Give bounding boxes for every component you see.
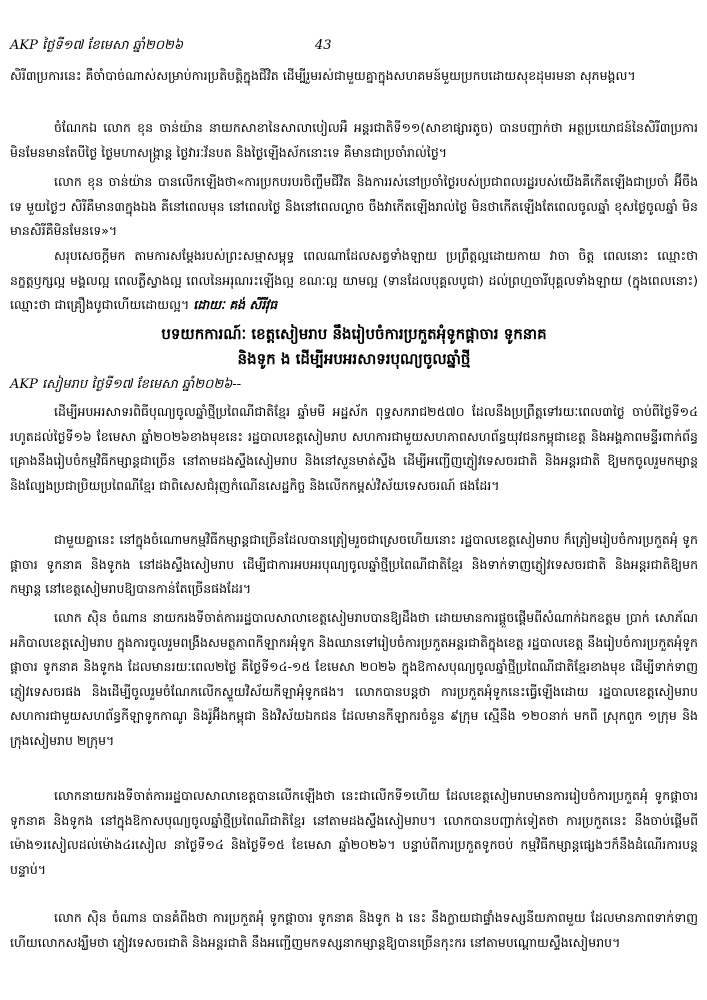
article2-paragraph-1 bbox=[10, 400, 698, 498]
page-header bbox=[10, 36, 700, 56]
article2-paragraph-3 bbox=[10, 606, 698, 753]
article2-text-3: លោក ស៊ិន ចំណាន នាយករងទីចាត់ការរដ្ឋបាលសាលាខេត្តសៀមរាបបានឱ្យដឹងថា ដោយមានការផ្ដួចផ្ដើមពីសំណាក់ឯកឧត្តម ប្រាក់ សោភ័ណ អភិបាលខេត្តសៀមរាប ក្នុងការចូលរួមពង្រឹងសមត្ថភាពកីឡាករអុំទូក និងឈានទៅរៀបចំការប្រកួតអន្តរជាតិក្នុងខេត្ត រដ្ឋបាលខេត្ត នឹងរៀបចំការប្រកួតអុំទូកផ្ដាចារ ទូកនាគ និងទូកង ដែលមានរយៈពេល២ថ្ងៃ គឺថ្ងៃទី១៤-១៥ ខែមេសា ២០២៦ ក្នុងឱកាសបុណ្យចូលឆ្នាំថ្មីប្រពៃណីជាតិខ្មែរខាងមុខ ដើម្បីទាក់ទាញភ្ញៀវទេសចរផង និងដើម្បីចូលរួមចំណែកលើកស្ទួយវិស័យកីឡាអុំទូកផង។ លោកបានបន្តថា ការប្រកួតអុំទូកនេះធ្វើឡើងដោយ រដ្ឋបាលខេត្តសៀមរាបសហការជាមួយសហព័ន្ធកីឡាទូកកាណូ និងរ៉ូអ៊ីងកម្ពុជា និងវិស័យឯកជន ដែលមានកីឡាករចំនួន ៩ក្រុម ស្មើនឹង ១២០នាក់ មកពី ស្រុកពួក ១ក្រុម និងក្រុងសៀមរាប ២ក្រុម។ bbox=[10, 610, 698, 748]
article1-text-3: លោក ខុន ចាន់យ៉ាន បានលើកឡើងថា«ការប្រកបរបរចិញ្ចឹមជីវិត និងការរស់នៅប្រចាំថ្ងៃរបស់ប្រជាពលរដ្ឋរបស់យើងគឺកើតឡើងជាប្រចាំ អ៊ីចឹងទេ មួយថ្ងៃៗ សិរីគឺមាន៣ក្នុងឯង គឺនៅពេលមុន នៅពេលថ្ងៃ និងនៅពេលល្ងាច ចឹងវាកើតឡើងរាល់ថ្ងៃ មិនថាកើតឡើងតែពេលចូលឆ្នាំ ខុសថ្ងៃចូលឆ្នាំ មិនមានសិរីគឺមិនមែនទេ»។ bbox=[10, 174, 698, 238]
article1-text-1: សិរី៣ប្រការនេះ គឺចាំបាច់ណាស់សម្រាប់ការប្រតិបត្តិក្នុងជីវិត ដើម្បីរួមរស់ជាមួយគ្នាក្នុងសហគមន៍មួយប្រកបដោយសុខដុមរមនា សុភមង្គល។ bbox=[10, 68, 636, 83]
article2-paragraph-4 bbox=[10, 784, 698, 882]
article1-text-2: ចំណែកឯ លោក ខុន ចាន់យ៉ាន នាយកសាខានៃសាលាបៀលអឺ អន្តរជាតិទី១១(សាខាផ្សារតូច) បានបញ្ជាក់ថា អត្ថប្រយោជន៍នៃសិរី៣ប្រការមិនមែនមានតែបីថ្ងៃ ថ្ងៃមហាសង្រ្កាន្ត ថ្ងៃវារៈវ័នបត និងថ្ងៃឡើងស័កនោះទេ គឺមានជាប្រចាំរាល់ថ្ងៃ។ bbox=[10, 120, 698, 160]
article1-paragraph-4 bbox=[10, 244, 698, 318]
article2-dateline: AKP សៀមរាប ថ្ងៃទី១៧ ខែមេសា ឆ្នាំ២០២៦-- bbox=[10, 377, 242, 392]
article2-title bbox=[10, 322, 698, 372]
article1-byline: ដោយៈ គង់ សីរីវុធ bbox=[193, 297, 278, 312]
article2-paragraph-5 bbox=[10, 906, 698, 955]
article1-text-4: សរុបសេចក្តីមក តាមការសម្តែងរបស់ព្រះសម្មាសម្ពុទ្ធ ពេលណាដែលសត្វទាំងឡាយ ប្រព្រឹត្តល្អដោយកាយ វាចា ចិត្ត ពេលនោះ ឈ្មោះថា នក្ខត្តឫក្សល្អ មង្គលល្អ ពេលភ្លឺស្វាងល្អ ពេលនៃអរុណរះឡើងល្អ ខណៈល្អ យាមល្អ (ទានដែលបុគ្គលបូជា) ដល់ព្រហ្មចារីបុគ្គលទាំងឡាយ (ក្នុងពេលនោះ) ឈ្មោះថា ជាគ្រឿងបូជាហើយដោយល្អ។ bbox=[10, 248, 698, 312]
article1-paragraph-1 bbox=[10, 64, 698, 89]
article2-title-line-2: និងទូក ង ដើម្បីអបអរសាទរបុណ្យចូលឆ្នាំថ្មី bbox=[237, 350, 471, 368]
article1-paragraph-2 bbox=[10, 116, 698, 165]
source-date: AKP ថ្ងៃទី១៧ ខែមេសា ឆ្នាំ២០២៦ bbox=[10, 38, 184, 53]
page-number: 43 bbox=[315, 38, 332, 53]
article2-text-1: ដើម្បីអបអរសាទរពិធីបុណ្យចូលឆ្នាំថ្មីប្រពៃណីជាតិខ្មែរ ឆ្នាំមមី អដ្ឋស័ក ពុទ្ធសករាជ២៥៧០ ដែលនឹងប្រព្រឹត្តទៅរយៈពេល៣ថ្ងៃ ចាប់ពីថ្ងៃទី១៤ រហូតដល់ថ្ងៃទី១៦ ខែមេសា ឆ្នាំ២០២៦ខាងមុខនេះ រដ្ឋបាលខេត្តសៀមរាប សហការជាមួយសហភាពសហព័ន្ធយុវជនកម្ពុជាខេត្ត និងអង្គភាពមន្ទីរពាក់ព័ន្ធ គ្រោងនឹងរៀបចំកម្មវិធីកម្សាន្តជាច្រើន នៅតាមដងស្ទឹងសៀមរាប និងនៅសួនមាត់ស្ទឹង ដើម្បីអញ្ជើញភ្ញៀវទេសចរជាតិ និងអន្តរជាតិ ឱ្យមកចូលរួមកម្សាន្ត និងល្បែងប្រជាប្រិយប្រពៃណីខ្មែរ ជាពិសេសជំរុញកំណើនសេដ្ឋកិច្ច និងលើកកម្ពស់វិស័យទេសចរណ៍ ផងដែរ។ bbox=[10, 404, 698, 493]
article1-paragraph-3 bbox=[10, 170, 698, 244]
article2-text-4: លោកនាយករងទីចាត់ការរដ្ឋបាលសាលាខេត្តបានលើកឡើងថា នេះជាលើកទី១ហើយ ដែលខេត្តសៀមរាបមានការរៀបចំការប្រកួតអុំ ទូកផ្ដាចារ ទូកនាគ និងទូកង នៅក្នុងឱកាសបុណ្យចូលឆ្នាំថ្មីប្រពៃណីជាតិខ្មែរ នៅតាមដងស្ទឹងសៀមរាប។ លោកបានបញ្ជាក់ទៀតថា ការប្រកួតនេះ នឹងចាប់ផ្ដើមពីម៉ោង១រសៀលដល់ម៉ោង៤រសៀល នាថ្ងៃទី១៤ និងថ្ងៃទី១៥ ខែមេសា ឆ្នាំ២០២៦។ បន្ទាប់ពីការប្រកួតទូកចប់ កម្មវិធីកម្សាន្តផ្សេងៗក៏នឹងដំណើរការបន្តបន្ទាប់។ bbox=[10, 788, 698, 877]
article2-text-2: ជាមួយគ្នានេះ នៅក្នុងចំណោមកម្មវិធីកម្សាន្តជាច្រើនដែលបានត្រៀមរួចជាស្រេចហើយនោះ រដ្ឋបាលខេត្តសៀមរាប ក៏ត្រៀមរៀបចំការប្រកួតអុំ ទូកផ្ដាចារ ទូកនាគ និងទូកង នៅដងស្ទឹងសៀមរាប ដើម្បីជាការអបអរបុណ្យចូលឆ្នាំថ្មីប្រពៃណីជាតិខ្មែរ និងទាក់ទាញភ្ញៀវទេសចរជាតិ និងអន្តរជាតិឱ្យមកកម្សាន្ត នៅខេត្តសៀមរាបឱ្យបានកាន់តែច្រើនផងដែរ។ bbox=[10, 532, 698, 596]
article2-text-5: លោក ស៊ិន ចំណាន បានគំពីងថា ការប្រកួតអុំ ទូកផ្ដាចារ ទូកនាគ និងទូក ង នេះ នឹងក្លាយជាផ្ទាំងទស្សនីយភាពមួយ ដែលមានភាពទាក់ទាញ ហើយលោកសង្ឃឹមថា ភ្ញៀវទេសចរជាតិ និងអន្តរជាតិ នឹងអញ្ជើញមកទស្សនាកម្សាន្តឱ្យបានច្រើនកុះករ នៅតាមបណ្ដោយស្ទឹងសៀមរាប។ bbox=[10, 910, 698, 950]
article2-title-line-1: បទយកការណ៍ៈ ខេត្តសៀមរាប នឹងរៀបចំការប្រកួតអុំទូកផ្ដាចារ ទូកនាគ bbox=[161, 325, 547, 343]
article2-paragraph-2 bbox=[10, 528, 698, 602]
